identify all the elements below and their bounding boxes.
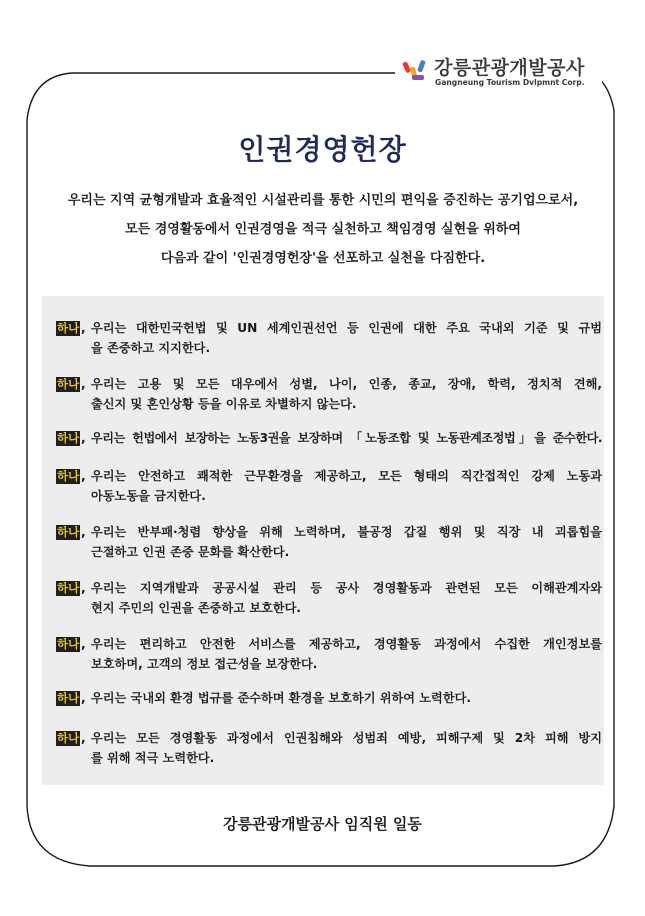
marker-sep: , — [81, 637, 86, 651]
item-line: 을 존중하고 지지한다. — [91, 341, 211, 355]
charter-item — [56, 578, 602, 618]
logo-name-ko: 강릉관광개발공사 — [434, 57, 585, 79]
item-line: 우리는 안전하고 쾌적한 근무환경을 제공하고, 모든 형태의 직간접적인 강제 노동과 — [91, 469, 602, 483]
marker-sep: , — [81, 377, 86, 391]
marker-sep: , — [81, 731, 86, 745]
logo-name-en: Gangneung Tourism Dvlpmnt Corp. — [435, 78, 585, 87]
marker-sep: , — [81, 431, 86, 445]
item-line: 보호하며, 고객의 정보 접근성을 보장한다. — [91, 657, 318, 671]
marker-badge: 하나 — [57, 525, 80, 539]
marker-sep: , — [81, 525, 86, 539]
item-line: 우리는 반부패·청렴 향상을 위해 노력하며, 불공정 갑질 행위 및 직장 내 괴롭힘을 — [91, 525, 602, 539]
marker-sep: , — [81, 469, 86, 483]
marker-sep: , — [81, 581, 86, 595]
item-line: 근절하고 인권 존중 문화를 확산한다. — [91, 545, 290, 559]
charter-item — [56, 374, 602, 414]
item-line: 아동노동을 금지한다. — [91, 489, 206, 503]
marker-sep: , — [81, 321, 86, 335]
intro-line: 다음과 같이 '인권경영헌장'을 선포하고 실천을 다짐한다. — [160, 251, 486, 266]
marker-badge: 하나 — [57, 377, 80, 391]
item-line: 를 위해 적극 노력한다. — [91, 751, 215, 765]
marker-badge: 하나 — [57, 469, 80, 483]
item-line: 우리는 국내외 환경 법규를 준수하며 환경을 보호하기 위하여 노력한다. — [91, 691, 471, 705]
footer-signature: 강릉관광개발공사 임직원 일동 — [223, 815, 422, 833]
logo-mark-icon — [402, 56, 432, 86]
charter-item — [56, 522, 602, 562]
item-line: 출신지 및 혼인상황 등을 이유로 차별하지 않는다. — [91, 397, 357, 411]
marker-badge: 하나 — [57, 691, 80, 705]
charter-item — [56, 634, 602, 674]
marker-badge: 하나 — [57, 581, 80, 595]
item-line: 현지 주민의 인권을 존중하고 보호한다. — [91, 601, 301, 615]
marker-badge: 하나 — [57, 637, 80, 651]
item-line: 우리는 모든 경영활동 과정에서 인권침해와 성범죄 예방, 피해구제 및 2차 피해 방지 — [91, 731, 602, 745]
intro-line: 모든 경영활동에서 인권경영을 적극 실천하고 책임경영 실현을 위하여 — [125, 222, 521, 237]
item-line: 우리는 대한민국헌법 및 UN 세계인권선언 등 인권에 대한 주요 국내외 기준 및 규범 — [91, 321, 602, 335]
marker-badge: 하나 — [57, 731, 80, 745]
intro-line: 우리는 지역 균형개발과 효율적인 시설관리를 통한 시민의 편익을 증진하는 공기업으로서, — [67, 193, 579, 208]
charter-item — [56, 728, 602, 768]
company-logo — [402, 52, 602, 96]
intro-text — [40, 186, 606, 273]
item-line: 우리는 지역개발과 공공시설 관리 등 공사 경영활동과 관련된 모든 이해관계자와 — [91, 581, 602, 595]
marker-badge: 하나 — [57, 321, 80, 335]
charter-item — [56, 428, 602, 448]
item-line: 우리는 고용 및 모든 대우에서 성별, 나이, 인종, 종교, 장애, 학력, 정치적 견해, — [91, 377, 602, 391]
charter-item — [56, 318, 602, 358]
item-line: 우리는 헌법에서 보장하는 노동3권을 보장하며 「노동조합 및 노동관계조정법」을 준수한다. — [91, 431, 602, 445]
page-title: 인권경영헌장 — [238, 133, 407, 166]
charter-item — [56, 466, 602, 506]
marker-sep: , — [81, 691, 86, 705]
marker-badge: 하나 — [57, 431, 80, 445]
charter-item — [56, 688, 602, 708]
item-line: 우리는 편리하고 안전한 서비스를 제공하고, 경영활동 과정에서 수집한 개인정보를 — [91, 637, 602, 651]
